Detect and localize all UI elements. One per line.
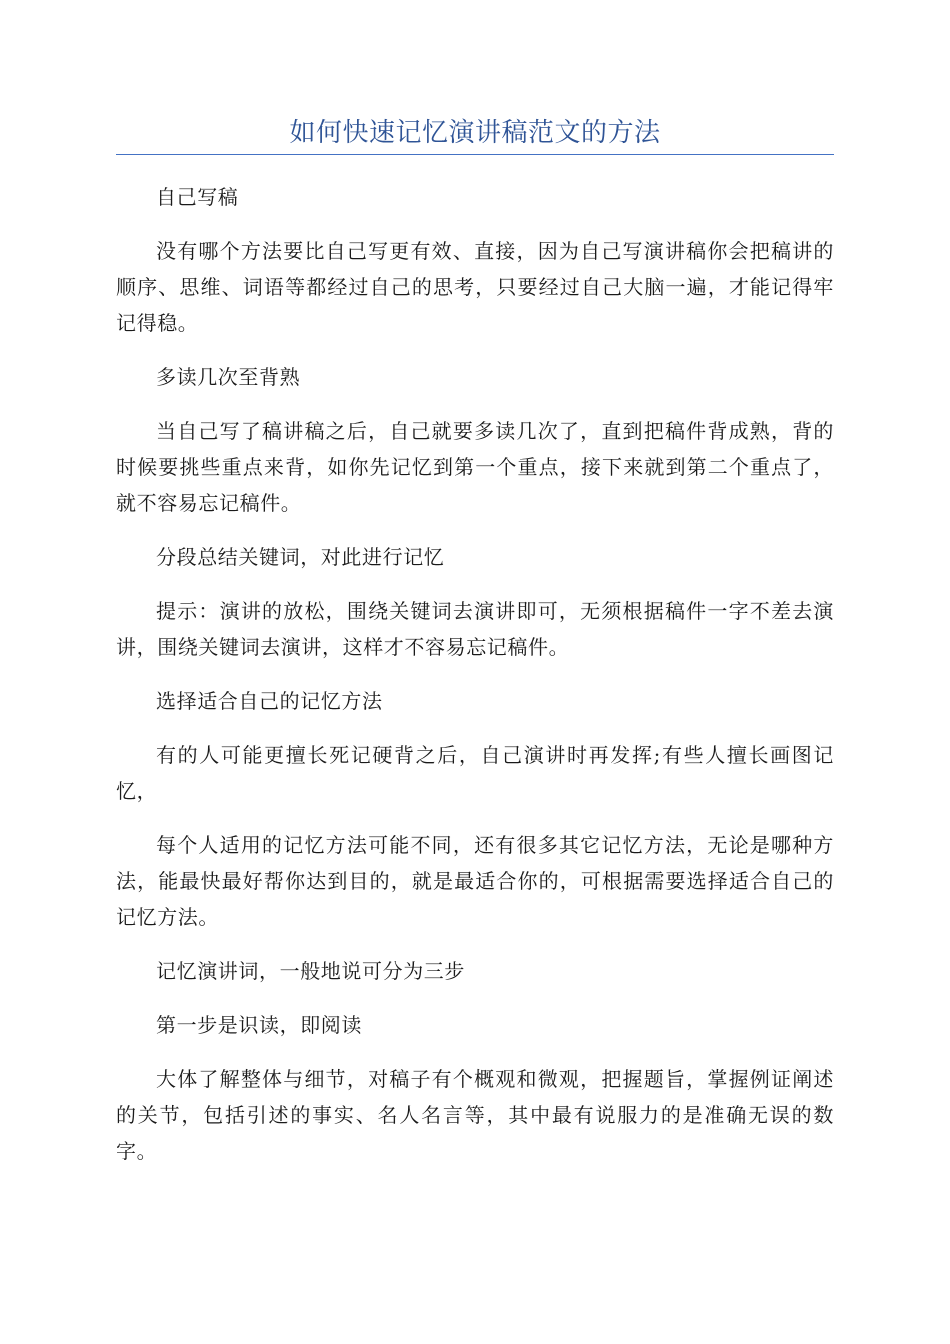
- body-paragraph: 没有哪个方法要比自己写更有效、直接，因为自己写演讲稿你会把稿讲的顺序、思维、词语等都经过自己的思考，只要经过自己大脑一遍，才能记得牢记得稳。: [116, 239, 834, 335]
- section-heading: 多读几次至背熟: [156, 365, 301, 389]
- body-paragraph: 当自己写了稿讲稿之后，自己就要多读几次了，直到把稿件背成熟，背的时候要挑些重点来背，如你先记忆到第一个重点，接下来就到第二个重点了，就不容易忘记稿件。: [116, 419, 834, 515]
- section-heading: 选择适合自己的记忆方法: [156, 689, 383, 713]
- body-paragraph: 大体了解整体与细节，对稿子有个概观和微观，把握题旨，掌握例证阐述的关节，包括引述的事实、名人名言等，其中最有说服力的是准确无误的数字。: [116, 1067, 834, 1163]
- body-paragraph: 每个人适用的记忆方法可能不同，还有很多其它记忆方法，无论是哪种方法，能最快最好帮你达到目的，就是最适合你的，可根据需要选择适合自己的记忆方法。: [116, 833, 834, 929]
- section-heading: 记忆演讲词，一般地说可分为三步: [156, 959, 465, 983]
- document-page: [116, 112, 834, 1187]
- section-heading: 自己写稿: [156, 185, 239, 209]
- body-paragraph: 提示：演讲的放松，围绕关键词去演讲即可，无须根据稿件一字不差去演讲，围绕关键词去演讲，这样才不容易忘记稿件。: [116, 599, 834, 659]
- section-heading: 分段总结关键词，对此进行记忆: [156, 545, 445, 569]
- title-underline: [116, 154, 834, 155]
- section-heading: 第一步是识读，即阅读: [156, 1013, 362, 1037]
- document-title: 如何快速记忆演讲稿范文的方法: [289, 118, 661, 148]
- body-paragraph: 有的人可能更擅长死记硬背之后，自己演讲时再发挥;有些人擅长画图记忆，: [116, 743, 834, 803]
